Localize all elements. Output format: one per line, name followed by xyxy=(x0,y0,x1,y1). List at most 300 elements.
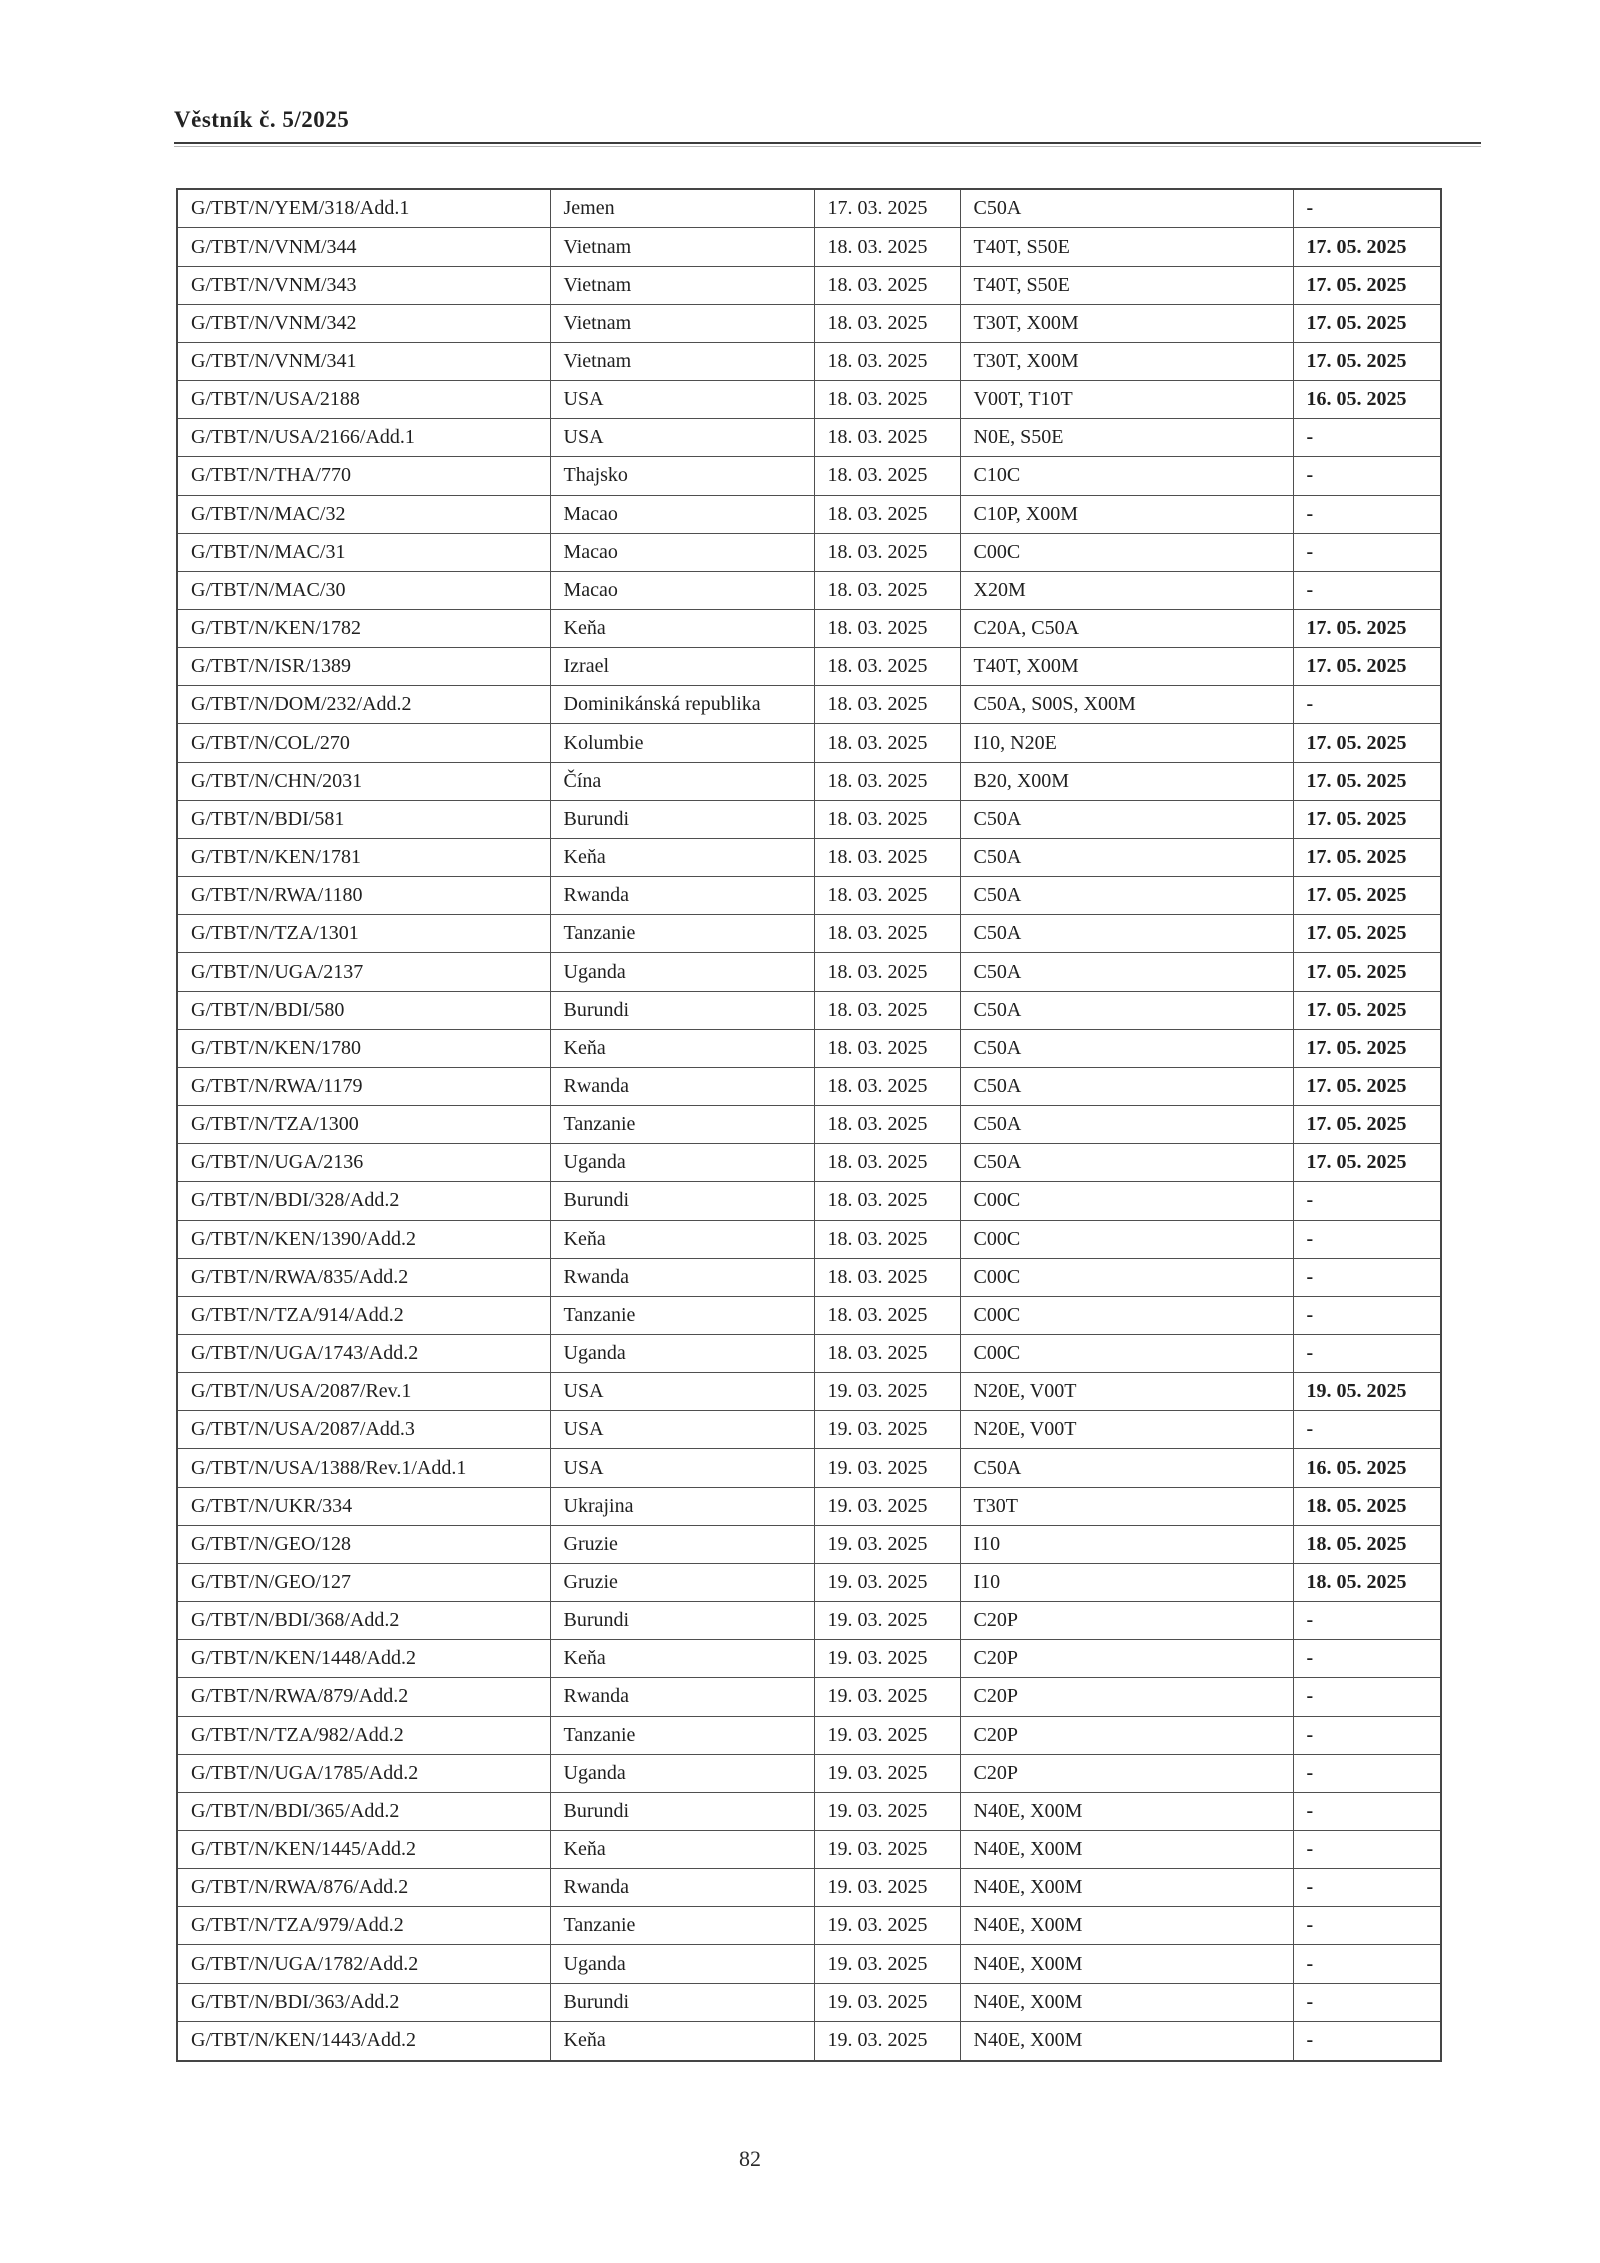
cell-deadline: - xyxy=(1293,2021,1441,2061)
cell-country: Burundi xyxy=(550,1602,814,1640)
cell-deadline: - xyxy=(1293,533,1441,571)
cell-date: 18. 03. 2025 xyxy=(814,915,960,953)
cell-deadline: - xyxy=(1293,419,1441,457)
table-row xyxy=(177,304,1441,342)
table-row xyxy=(177,228,1441,266)
cell-notification: G/TBT/N/USA/2166/Add.1 xyxy=(177,419,550,457)
cell-notification: G/TBT/N/UGA/1743/Add.2 xyxy=(177,1334,550,1372)
cell-country: USA xyxy=(550,1373,814,1411)
cell-country: Uganda xyxy=(550,1754,814,1792)
cell-date: 18. 03. 2025 xyxy=(814,571,960,609)
cell-country: USA xyxy=(550,381,814,419)
cell-country: Vietnam xyxy=(550,304,814,342)
table-row xyxy=(177,342,1441,380)
cell-notification: G/TBT/N/KEN/1443/Add.2 xyxy=(177,2021,550,2061)
cell-deadline: - xyxy=(1293,1754,1441,1792)
cell-deadline: - xyxy=(1293,1907,1441,1945)
cell-deadline: - xyxy=(1293,1678,1441,1716)
cell-country: Keňa xyxy=(550,838,814,876)
cell-deadline: - xyxy=(1293,495,1441,533)
cell-notification: G/TBT/N/USA/1388/Rev.1/Add.1 xyxy=(177,1449,550,1487)
cell-notification: G/TBT/N/TZA/1300 xyxy=(177,1106,550,1144)
cell-deadline: 18. 05. 2025 xyxy=(1293,1525,1441,1563)
cell-codes: N20E, V00T xyxy=(960,1411,1293,1449)
table-row xyxy=(177,1334,1441,1372)
cell-deadline: - xyxy=(1293,1411,1441,1449)
table-row xyxy=(177,724,1441,762)
cell-date: 18. 03. 2025 xyxy=(814,1182,960,1220)
cell-country: Vietnam xyxy=(550,266,814,304)
cell-country: Keňa xyxy=(550,1640,814,1678)
cell-country: Uganda xyxy=(550,1334,814,1372)
cell-notification: G/TBT/N/KEN/1445/Add.2 xyxy=(177,1831,550,1869)
table-row xyxy=(177,533,1441,571)
cell-deadline: 17. 05. 2025 xyxy=(1293,610,1441,648)
cell-notification: G/TBT/N/GEO/127 xyxy=(177,1563,550,1601)
cell-country: USA xyxy=(550,1411,814,1449)
cell-date: 19. 03. 2025 xyxy=(814,1792,960,1830)
cell-deadline: - xyxy=(1293,686,1441,724)
cell-deadline: - xyxy=(1293,1258,1441,1296)
cell-date: 18. 03. 2025 xyxy=(814,1106,960,1144)
cell-deadline: - xyxy=(1293,1334,1441,1372)
cell-deadline: 17. 05. 2025 xyxy=(1293,342,1441,380)
table-row xyxy=(177,381,1441,419)
table-row xyxy=(177,1983,1441,2021)
table-row xyxy=(177,610,1441,648)
cell-date: 18. 03. 2025 xyxy=(814,1296,960,1334)
cell-notification: G/TBT/N/UGA/1785/Add.2 xyxy=(177,1754,550,1792)
cell-codes: C20P xyxy=(960,1640,1293,1678)
notifications-table xyxy=(176,188,1442,2062)
cell-date: 19. 03. 2025 xyxy=(814,1487,960,1525)
cell-notification: G/TBT/N/KEN/1781 xyxy=(177,838,550,876)
cell-country: Uganda xyxy=(550,1945,814,1983)
cell-country: Rwanda xyxy=(550,1869,814,1907)
cell-country: Jemen xyxy=(550,189,814,228)
cell-date: 18. 03. 2025 xyxy=(814,953,960,991)
cell-codes: T40T, S50E xyxy=(960,228,1293,266)
cell-country: Rwanda xyxy=(550,877,814,915)
table-row xyxy=(177,1258,1441,1296)
header-rule-shadow xyxy=(174,146,1481,147)
cell-codes: C00C xyxy=(960,1220,1293,1258)
cell-notification: G/TBT/N/TZA/914/Add.2 xyxy=(177,1296,550,1334)
cell-country: Macao xyxy=(550,533,814,571)
cell-notification: G/TBT/N/RWA/1180 xyxy=(177,877,550,915)
cell-date: 18. 03. 2025 xyxy=(814,304,960,342)
cell-codes: C50A xyxy=(960,915,1293,953)
cell-codes: I10 xyxy=(960,1563,1293,1601)
table-row xyxy=(177,1602,1441,1640)
table-row xyxy=(177,1869,1441,1907)
cell-date: 18. 03. 2025 xyxy=(814,648,960,686)
cell-country: Burundi xyxy=(550,991,814,1029)
table-row xyxy=(177,1067,1441,1105)
cell-notification: G/TBT/N/BDI/368/Add.2 xyxy=(177,1602,550,1640)
cell-deadline: 17. 05. 2025 xyxy=(1293,762,1441,800)
cell-deadline: - xyxy=(1293,1182,1441,1220)
table-row xyxy=(177,953,1441,991)
cell-date: 19. 03. 2025 xyxy=(814,1525,960,1563)
table-row xyxy=(177,1525,1441,1563)
cell-codes: N40E, X00M xyxy=(960,1831,1293,1869)
cell-notification: G/TBT/N/VNM/344 xyxy=(177,228,550,266)
cell-date: 18. 03. 2025 xyxy=(814,838,960,876)
cell-codes: T40T, X00M xyxy=(960,648,1293,686)
cell-date: 18. 03. 2025 xyxy=(814,877,960,915)
cell-codes: C50A xyxy=(960,1144,1293,1182)
cell-date: 18. 03. 2025 xyxy=(814,1067,960,1105)
table-row xyxy=(177,1563,1441,1601)
cell-date: 19. 03. 2025 xyxy=(814,1945,960,1983)
cell-deadline: - xyxy=(1293,1945,1441,1983)
cell-date: 19. 03. 2025 xyxy=(814,1373,960,1411)
cell-deadline: - xyxy=(1293,1831,1441,1869)
cell-deadline: - xyxy=(1293,457,1441,495)
cell-codes: V00T, T10T xyxy=(960,381,1293,419)
table-row xyxy=(177,2021,1441,2061)
table-row xyxy=(177,1640,1441,1678)
cell-notification: G/TBT/N/BDI/328/Add.2 xyxy=(177,1182,550,1220)
cell-notification: G/TBT/N/KEN/1782 xyxy=(177,610,550,648)
cell-notification: G/TBT/N/RWA/876/Add.2 xyxy=(177,1869,550,1907)
cell-codes: C50A xyxy=(960,1106,1293,1144)
cell-codes: C10C xyxy=(960,457,1293,495)
cell-deadline: 17. 05. 2025 xyxy=(1293,800,1441,838)
cell-deadline: 17. 05. 2025 xyxy=(1293,991,1441,1029)
cell-deadline: 17. 05. 2025 xyxy=(1293,1144,1441,1182)
table-body xyxy=(177,189,1441,2061)
cell-country: Gruzie xyxy=(550,1525,814,1563)
cell-country: Keňa xyxy=(550,1831,814,1869)
cell-country: Dominikánská republika xyxy=(550,686,814,724)
page-number: 82 xyxy=(739,2146,761,2171)
cell-codes: C00C xyxy=(960,533,1293,571)
cell-notification: G/TBT/N/TZA/1301 xyxy=(177,915,550,953)
cell-notification: G/TBT/N/MAC/31 xyxy=(177,533,550,571)
cell-deadline: 17. 05. 2025 xyxy=(1293,877,1441,915)
cell-country: Tanzanie xyxy=(550,1106,814,1144)
cell-codes: C50A xyxy=(960,189,1293,228)
cell-date: 19. 03. 2025 xyxy=(814,1563,960,1601)
cell-deadline: 17. 05. 2025 xyxy=(1293,1106,1441,1144)
cell-country: USA xyxy=(550,1449,814,1487)
cell-codes: T30T, X00M xyxy=(960,304,1293,342)
table-row xyxy=(177,189,1441,228)
cell-deadline: - xyxy=(1293,1640,1441,1678)
cell-codes: N40E, X00M xyxy=(960,1907,1293,1945)
cell-date: 18. 03. 2025 xyxy=(814,724,960,762)
cell-date: 19. 03. 2025 xyxy=(814,1754,960,1792)
cell-country: Vietnam xyxy=(550,342,814,380)
cell-country: Burundi xyxy=(550,1792,814,1830)
cell-date: 18. 03. 2025 xyxy=(814,1334,960,1372)
cell-country: Macao xyxy=(550,495,814,533)
cell-date: 18. 03. 2025 xyxy=(814,1258,960,1296)
cell-deadline: 17. 05. 2025 xyxy=(1293,724,1441,762)
cell-country: Čína xyxy=(550,762,814,800)
cell-country: Macao xyxy=(550,571,814,609)
cell-codes: C50A xyxy=(960,1029,1293,1067)
cell-country: Keňa xyxy=(550,1220,814,1258)
table-row xyxy=(177,1449,1441,1487)
cell-notification: G/TBT/N/KEN/1390/Add.2 xyxy=(177,1220,550,1258)
cell-notification: G/TBT/N/BDI/580 xyxy=(177,991,550,1029)
cell-deadline: 16. 05. 2025 xyxy=(1293,1449,1441,1487)
table-row xyxy=(177,915,1441,953)
cell-country: Vietnam xyxy=(550,228,814,266)
cell-country: Tanzanie xyxy=(550,915,814,953)
cell-country: Rwanda xyxy=(550,1258,814,1296)
cell-country: Uganda xyxy=(550,953,814,991)
cell-date: 18. 03. 2025 xyxy=(814,1220,960,1258)
cell-codes: N40E, X00M xyxy=(960,2021,1293,2061)
cell-notification: G/TBT/N/UGA/1782/Add.2 xyxy=(177,1945,550,1983)
cell-date: 18. 03. 2025 xyxy=(814,762,960,800)
table-row xyxy=(177,1296,1441,1334)
cell-notification: G/TBT/N/CHN/2031 xyxy=(177,762,550,800)
cell-date: 18. 03. 2025 xyxy=(814,266,960,304)
cell-date: 18. 03. 2025 xyxy=(814,610,960,648)
cell-date: 19. 03. 2025 xyxy=(814,1640,960,1678)
cell-deadline: 18. 05. 2025 xyxy=(1293,1487,1441,1525)
cell-country: Keňa xyxy=(550,2021,814,2061)
cell-notification: G/TBT/N/BDI/581 xyxy=(177,800,550,838)
cell-date: 18. 03. 2025 xyxy=(814,457,960,495)
cell-deadline: 17. 05. 2025 xyxy=(1293,1067,1441,1105)
cell-notification: G/TBT/N/YEM/318/Add.1 xyxy=(177,189,550,228)
table-row xyxy=(177,1831,1441,1869)
cell-country: Tanzanie xyxy=(550,1296,814,1334)
cell-codes: B20, X00M xyxy=(960,762,1293,800)
cell-date: 19. 03. 2025 xyxy=(814,1411,960,1449)
cell-codes: N40E, X00M xyxy=(960,1945,1293,1983)
cell-notification: G/TBT/N/USA/2188 xyxy=(177,381,550,419)
cell-date: 18. 03. 2025 xyxy=(814,533,960,571)
table-row xyxy=(177,457,1441,495)
cell-notification: G/TBT/N/BDI/363/Add.2 xyxy=(177,1983,550,2021)
cell-codes: N40E, X00M xyxy=(960,1869,1293,1907)
cell-country: Kolumbie xyxy=(550,724,814,762)
cell-date: 19. 03. 2025 xyxy=(814,1716,960,1754)
cell-notification: G/TBT/N/KEN/1780 xyxy=(177,1029,550,1067)
table-row xyxy=(177,1754,1441,1792)
header-rule xyxy=(174,142,1481,144)
cell-deadline: 17. 05. 2025 xyxy=(1293,1029,1441,1067)
cell-date: 18. 03. 2025 xyxy=(814,1144,960,1182)
cell-deadline: 17. 05. 2025 xyxy=(1293,304,1441,342)
table-row xyxy=(177,800,1441,838)
cell-codes: T30T xyxy=(960,1487,1293,1525)
cell-country: Tanzanie xyxy=(550,1907,814,1945)
table-row xyxy=(177,1945,1441,1983)
cell-notification: G/TBT/N/USA/2087/Rev.1 xyxy=(177,1373,550,1411)
cell-date: 19. 03. 2025 xyxy=(814,1449,960,1487)
cell-country: USA xyxy=(550,419,814,457)
cell-date: 19. 03. 2025 xyxy=(814,1907,960,1945)
table-row xyxy=(177,1411,1441,1449)
cell-codes: N40E, X00M xyxy=(960,1792,1293,1830)
cell-notification: G/TBT/N/UGA/2137 xyxy=(177,953,550,991)
cell-codes: C20P xyxy=(960,1754,1293,1792)
cell-codes: C00C xyxy=(960,1182,1293,1220)
cell-codes: N0E, S50E xyxy=(960,419,1293,457)
cell-country: Rwanda xyxy=(550,1678,814,1716)
cell-deadline: - xyxy=(1293,1716,1441,1754)
cell-codes: I10, N20E xyxy=(960,724,1293,762)
cell-codes: C00C xyxy=(960,1334,1293,1372)
cell-notification: G/TBT/N/GEO/128 xyxy=(177,1525,550,1563)
cell-codes: C20P xyxy=(960,1602,1293,1640)
table-row xyxy=(177,762,1441,800)
cell-deadline: 16. 05. 2025 xyxy=(1293,381,1441,419)
cell-deadline: 17. 05. 2025 xyxy=(1293,915,1441,953)
cell-codes: C50A xyxy=(960,1449,1293,1487)
cell-notification: G/TBT/N/MAC/32 xyxy=(177,495,550,533)
cell-country: Burundi xyxy=(550,800,814,838)
cell-country: Thajsko xyxy=(550,457,814,495)
cell-notification: G/TBT/N/TZA/982/Add.2 xyxy=(177,1716,550,1754)
cell-deadline: 17. 05. 2025 xyxy=(1293,648,1441,686)
cell-date: 18. 03. 2025 xyxy=(814,991,960,1029)
cell-codes: C20P xyxy=(960,1678,1293,1716)
cell-codes: C50A xyxy=(960,1067,1293,1105)
table-row xyxy=(177,1373,1441,1411)
cell-deadline: - xyxy=(1293,571,1441,609)
cell-notification: G/TBT/N/USA/2087/Add.3 xyxy=(177,1411,550,1449)
cell-notification: G/TBT/N/ISR/1389 xyxy=(177,648,550,686)
cell-notification: G/TBT/N/COL/270 xyxy=(177,724,550,762)
cell-codes: C20P xyxy=(960,1716,1293,1754)
cell-deadline: - xyxy=(1293,1869,1441,1907)
cell-country: Burundi xyxy=(550,1983,814,2021)
cell-notification: G/TBT/N/UGA/2136 xyxy=(177,1144,550,1182)
page-title: Věstník č. 5/2025 xyxy=(174,107,350,132)
table-row xyxy=(177,419,1441,457)
cell-deadline: 17. 05. 2025 xyxy=(1293,838,1441,876)
cell-codes: C00C xyxy=(960,1296,1293,1334)
cell-notification: G/TBT/N/VNM/343 xyxy=(177,266,550,304)
table-row xyxy=(177,648,1441,686)
cell-notification: G/TBT/N/MAC/30 xyxy=(177,571,550,609)
cell-codes: T40T, S50E xyxy=(960,266,1293,304)
table-row xyxy=(177,1029,1441,1067)
cell-country: Keňa xyxy=(550,1029,814,1067)
cell-codes: C00C xyxy=(960,1258,1293,1296)
cell-date: 18. 03. 2025 xyxy=(814,228,960,266)
table-row xyxy=(177,991,1441,1029)
table-row xyxy=(177,266,1441,304)
table-row xyxy=(177,1144,1441,1182)
cell-notification: G/TBT/N/RWA/879/Add.2 xyxy=(177,1678,550,1716)
cell-notification: G/TBT/N/RWA/835/Add.2 xyxy=(177,1258,550,1296)
cell-date: 17. 03. 2025 xyxy=(814,189,960,228)
cell-country: Ukrajina xyxy=(550,1487,814,1525)
cell-codes: C50A xyxy=(960,838,1293,876)
cell-codes: X20M xyxy=(960,571,1293,609)
cell-codes: N40E, X00M xyxy=(960,1983,1293,2021)
cell-date: 18. 03. 2025 xyxy=(814,381,960,419)
cell-date: 18. 03. 2025 xyxy=(814,495,960,533)
cell-deadline: - xyxy=(1293,1792,1441,1830)
cell-country: Gruzie xyxy=(550,1563,814,1601)
cell-codes: T30T, X00M xyxy=(960,342,1293,380)
cell-deadline: - xyxy=(1293,1983,1441,2021)
cell-notification: G/TBT/N/VNM/342 xyxy=(177,304,550,342)
cell-codes: C50A xyxy=(960,800,1293,838)
cell-notification: G/TBT/N/UKR/334 xyxy=(177,1487,550,1525)
cell-codes: C50A, S00S, X00M xyxy=(960,686,1293,724)
table-row xyxy=(177,495,1441,533)
cell-deadline: - xyxy=(1293,1220,1441,1258)
cell-date: 18. 03. 2025 xyxy=(814,342,960,380)
table-row xyxy=(177,1220,1441,1258)
cell-date: 19. 03. 2025 xyxy=(814,1983,960,2021)
cell-date: 18. 03. 2025 xyxy=(814,419,960,457)
table-row xyxy=(177,1792,1441,1830)
cell-notification: G/TBT/N/DOM/232/Add.2 xyxy=(177,686,550,724)
cell-deadline: - xyxy=(1293,189,1441,228)
cell-date: 19. 03. 2025 xyxy=(814,1869,960,1907)
cell-deadline: 18. 05. 2025 xyxy=(1293,1563,1441,1601)
table-row xyxy=(177,1487,1441,1525)
cell-notification: G/TBT/N/RWA/1179 xyxy=(177,1067,550,1105)
cell-date: 18. 03. 2025 xyxy=(814,800,960,838)
cell-deadline: 17. 05. 2025 xyxy=(1293,953,1441,991)
table-row xyxy=(177,1182,1441,1220)
table-row xyxy=(177,877,1441,915)
cell-date: 19. 03. 2025 xyxy=(814,1831,960,1869)
cell-codes: N20E, V00T xyxy=(960,1373,1293,1411)
cell-country: Tanzanie xyxy=(550,1716,814,1754)
cell-codes: I10 xyxy=(960,1525,1293,1563)
cell-deadline: - xyxy=(1293,1602,1441,1640)
cell-codes: C50A xyxy=(960,991,1293,1029)
cell-notification: G/TBT/N/TZA/979/Add.2 xyxy=(177,1907,550,1945)
cell-deadline: 17. 05. 2025 xyxy=(1293,228,1441,266)
table-row xyxy=(177,1106,1441,1144)
cell-notification: G/TBT/N/VNM/341 xyxy=(177,342,550,380)
table-row xyxy=(177,838,1441,876)
cell-country: Keňa xyxy=(550,610,814,648)
table-row xyxy=(177,1716,1441,1754)
cell-country: Uganda xyxy=(550,1144,814,1182)
cell-deadline: 17. 05. 2025 xyxy=(1293,266,1441,304)
table-row xyxy=(177,571,1441,609)
table-row xyxy=(177,686,1441,724)
cell-notification: G/TBT/N/KEN/1448/Add.2 xyxy=(177,1640,550,1678)
cell-date: 18. 03. 2025 xyxy=(814,1029,960,1067)
cell-country: Izrael xyxy=(550,648,814,686)
cell-deadline: 19. 05. 2025 xyxy=(1293,1373,1441,1411)
cell-date: 19. 03. 2025 xyxy=(814,2021,960,2061)
cell-country: Rwanda xyxy=(550,1067,814,1105)
cell-date: 19. 03. 2025 xyxy=(814,1602,960,1640)
cell-codes: C50A xyxy=(960,953,1293,991)
cell-codes: C50A xyxy=(960,877,1293,915)
cell-codes: C10P, X00M xyxy=(960,495,1293,533)
cell-country: Burundi xyxy=(550,1182,814,1220)
cell-deadline: - xyxy=(1293,1296,1441,1334)
cell-codes: C20A, C50A xyxy=(960,610,1293,648)
table-row xyxy=(177,1678,1441,1716)
cell-date: 18. 03. 2025 xyxy=(814,686,960,724)
cell-notification: G/TBT/N/THA/770 xyxy=(177,457,550,495)
cell-notification: G/TBT/N/BDI/365/Add.2 xyxy=(177,1792,550,1830)
table-row xyxy=(177,1907,1441,1945)
cell-date: 19. 03. 2025 xyxy=(814,1678,960,1716)
